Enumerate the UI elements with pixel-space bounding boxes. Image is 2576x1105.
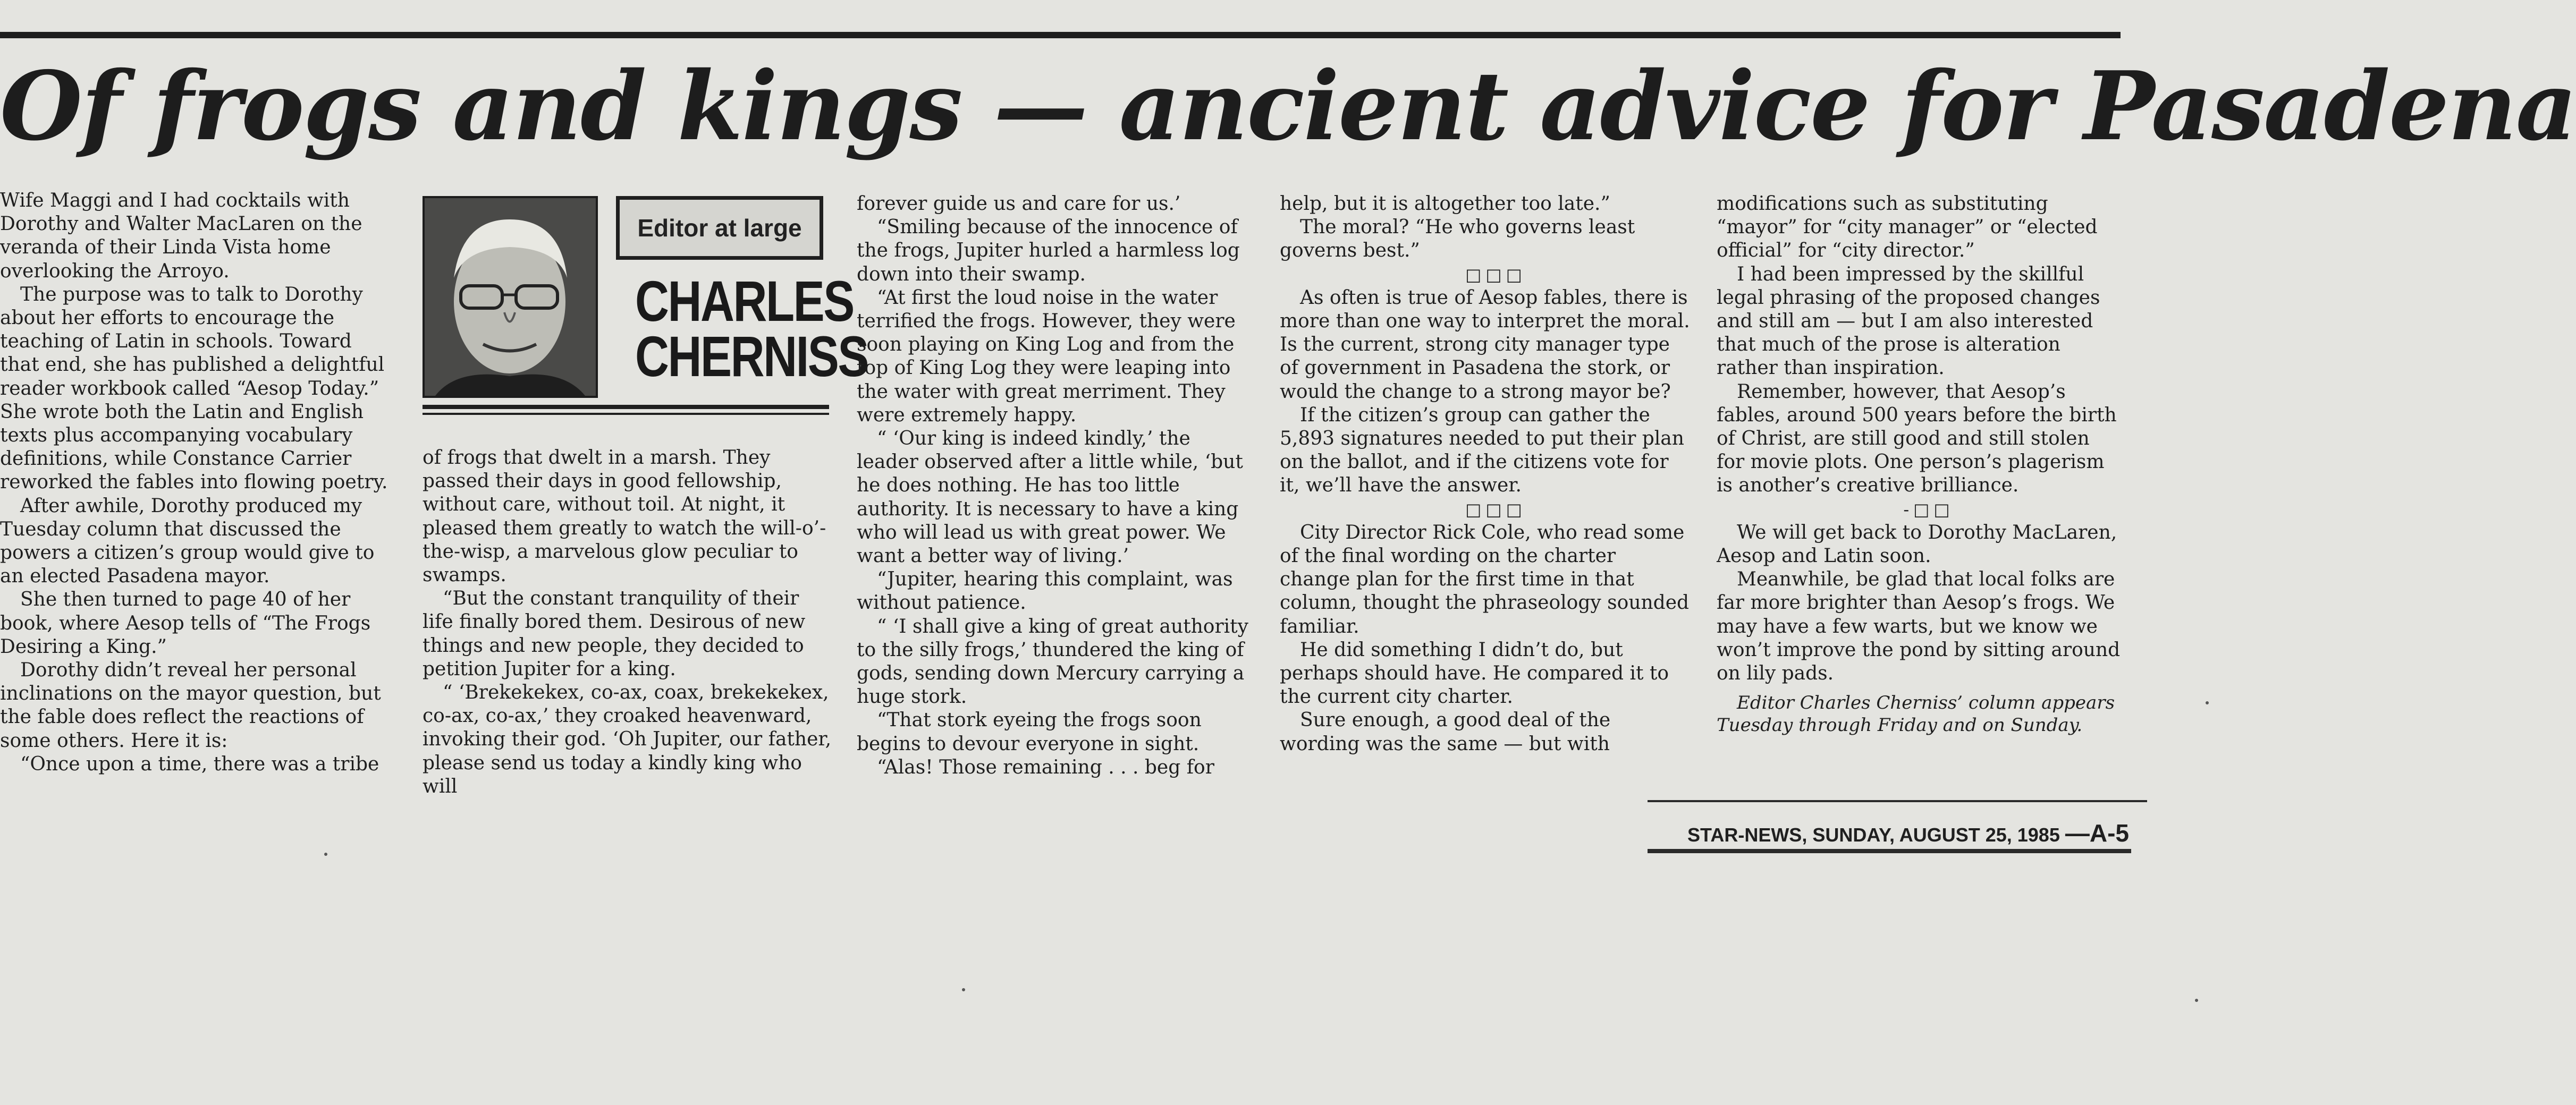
author-name-line1: CHARLES xyxy=(635,269,854,333)
paragraph: Dorothy didn’t reveal her personal inclinations on the mayor question, but the fable does reflect the reactions of some others. Here it is: xyxy=(0,659,381,752)
article-column-4 xyxy=(1280,192,1692,756)
article-column-2 xyxy=(423,446,832,798)
paragraph: If the citizen’s group can gather the 5,893 signatures needed to put their plan on the ballot, and if the citizens vote for it, we’ll have the answer. xyxy=(1280,404,1684,497)
article-column-5 xyxy=(1717,192,2121,736)
paper-speck xyxy=(962,988,965,991)
paragraph: “ ‘I shall give a king of great authority to the silly frogs,’ thundered the king of gods, sending down Mercury carrying a huge stork. xyxy=(857,615,1248,708)
footer-dateline: STAR-NEWS, SUNDAY, AUGUST 25, 1985 xyxy=(1687,824,2060,846)
byline-rule xyxy=(423,413,829,415)
headline: Of frogs and kings — ancient advice for Pasadena xyxy=(0,50,2576,162)
portrait-image xyxy=(425,198,596,396)
paragraph: After awhile, Dorothy produced my Tuesday column that discussed the powers a citizen’s group would give to an elected Pasadena mayor. xyxy=(0,495,375,588)
paper-speck xyxy=(2195,999,2198,1002)
paragraph: The purpose was to talk to Dorothy about her efforts to encourage the teaching of Latin in schools. Toward that end, she has published a delightful reader workbook called “Aesop Today.” She wrote both the Latin and English texts plus accompanying vocabulary definitions, while Constance Carrier reworked the fables into flowing poetry. xyxy=(0,283,388,494)
paragraph: “Smiling because of the innocence of the frogs, Jupiter hurled a harmless log down into their swamp. xyxy=(857,216,1240,285)
paragraph: modifications such as substituting “mayor” for “city manager” or “elected official” for “city director.” xyxy=(1717,193,2098,262)
paragraph: “But the constant tranquility of their life finally bored them. Desirous of new things and new people, they decided to petition Jupiter for a king. xyxy=(423,588,806,680)
top-rule xyxy=(0,32,2121,38)
footer-rule xyxy=(1648,849,2131,853)
paragraph: “At first the loud noise in the water terrified the frogs. However, they were soon playing on King Log and from the top of King Log they were leaping into the water with great merriment. They were extremely happy. xyxy=(857,286,1236,426)
paragraph: help, but it is altogether too late.” xyxy=(1280,193,1610,215)
section-separator: -□□ xyxy=(1903,499,1954,520)
paragraph: Sure enough, a good deal of the wording was the same — but with xyxy=(1280,709,1611,755)
article-column-1 xyxy=(0,189,391,776)
paragraph: He did something I didn’t do, but perhaps should have. He compared it to the current city charter. xyxy=(1280,639,1669,708)
editor-at-large-label: Editor at large xyxy=(616,196,823,260)
paragraph: forever guide us and care for us.’ xyxy=(857,193,1181,215)
editor-byline-box xyxy=(423,194,868,422)
author-name xyxy=(635,269,868,388)
paragraph: “ ‘Brekekekex, co-ax, coax, brekekekex, co-ax, co-ax,’ they croaked heavenward, invoking their god. ‘Oh Jupiter, our father, please send us today a kindly king who will xyxy=(423,682,832,797)
paragraph: We will get back to Dorothy MacLaren, Aesop and Latin soon. xyxy=(1717,521,2117,567)
paragraph: City Director Rick Cole, who read some of the final wording on the charter change plan for the first time in that column, thought the phraseology sounded familiar. xyxy=(1280,521,1690,638)
paragraph: The moral? “He who governs least governs best.” xyxy=(1280,216,1635,262)
article-column-3 xyxy=(857,192,1250,779)
page-number: —A-5 xyxy=(2065,819,2129,847)
paragraph: “ ‘Our king is indeed kindly,’ the leader observed after a little while, ‘but he does nothing. He has too little authority. It is necessary to have a king who will lead us with great power. We want a better way of living.’ xyxy=(857,428,1243,567)
paragraph: “Alas! Those remaining . . . beg for xyxy=(877,756,1214,778)
paragraph: I had been impressed by the skillful legal phrasing of the proposed changes and still am — but I am also interested that much of the prose is alteration rather than inspiration. xyxy=(1717,263,2100,379)
paper-speck xyxy=(2206,701,2209,704)
byline-rule xyxy=(423,405,829,409)
paragraph: She then turned to page 40 of her book, where Aesop tells of “The Frogs Desiring a King.” xyxy=(0,589,371,658)
page-footer xyxy=(1687,817,2134,851)
paragraph: Wife Maggi and I had cocktails with Dorothy and Walter MacLaren on the veranda of their Linda Vista home overlooking the Arroyo. xyxy=(0,190,362,282)
section-separator: □□□ xyxy=(1465,264,1526,285)
paragraph: Remember, however, that Aesop’s fables, around 500 years before the birth of Christ, are still good and still stolen for movie plots. One person’s plagerism is another’s creative brilliance. xyxy=(1717,380,2117,497)
footer-rule xyxy=(1648,800,2147,802)
paragraph: “Jupiter, hearing this complaint, was without patience. xyxy=(857,568,1233,614)
paragraph: “Once upon a time, there was a tribe xyxy=(20,753,379,775)
section-separator: □□□ xyxy=(1465,499,1526,520)
paper-speck xyxy=(324,853,327,856)
paragraph: “That stork eyeing the frogs soon begins to devour everyone in sight. xyxy=(857,709,1202,755)
column-tagline: Editor Charles Cherniss’ column appears Tuesday through Friday and on Sunday. xyxy=(1717,692,2115,736)
author-portrait-icon xyxy=(423,196,598,398)
paragraph: of frogs that dwelt in a marsh. They passed their days in good fellowship, without care, without toil. At night, it pleased them greatly to watch the will-o’-the-wisp, a marvelous glow peculiar to swamps. xyxy=(423,447,826,586)
paragraph: As often is true of Aesop fables, there is more than one way to interpret the moral. Is the current, strong city manager type of government in Pasadena the stork, or would the change to a strong mayor be? xyxy=(1280,286,1690,403)
author-name-line2: CHERNISS xyxy=(635,324,868,388)
paragraph: Meanwhile, be glad that local folks are far more brighter than Aesop’s frogs. We may have a few warts, but we know we won’t improve the pond by sitting around on lily pads. xyxy=(1717,568,2121,685)
